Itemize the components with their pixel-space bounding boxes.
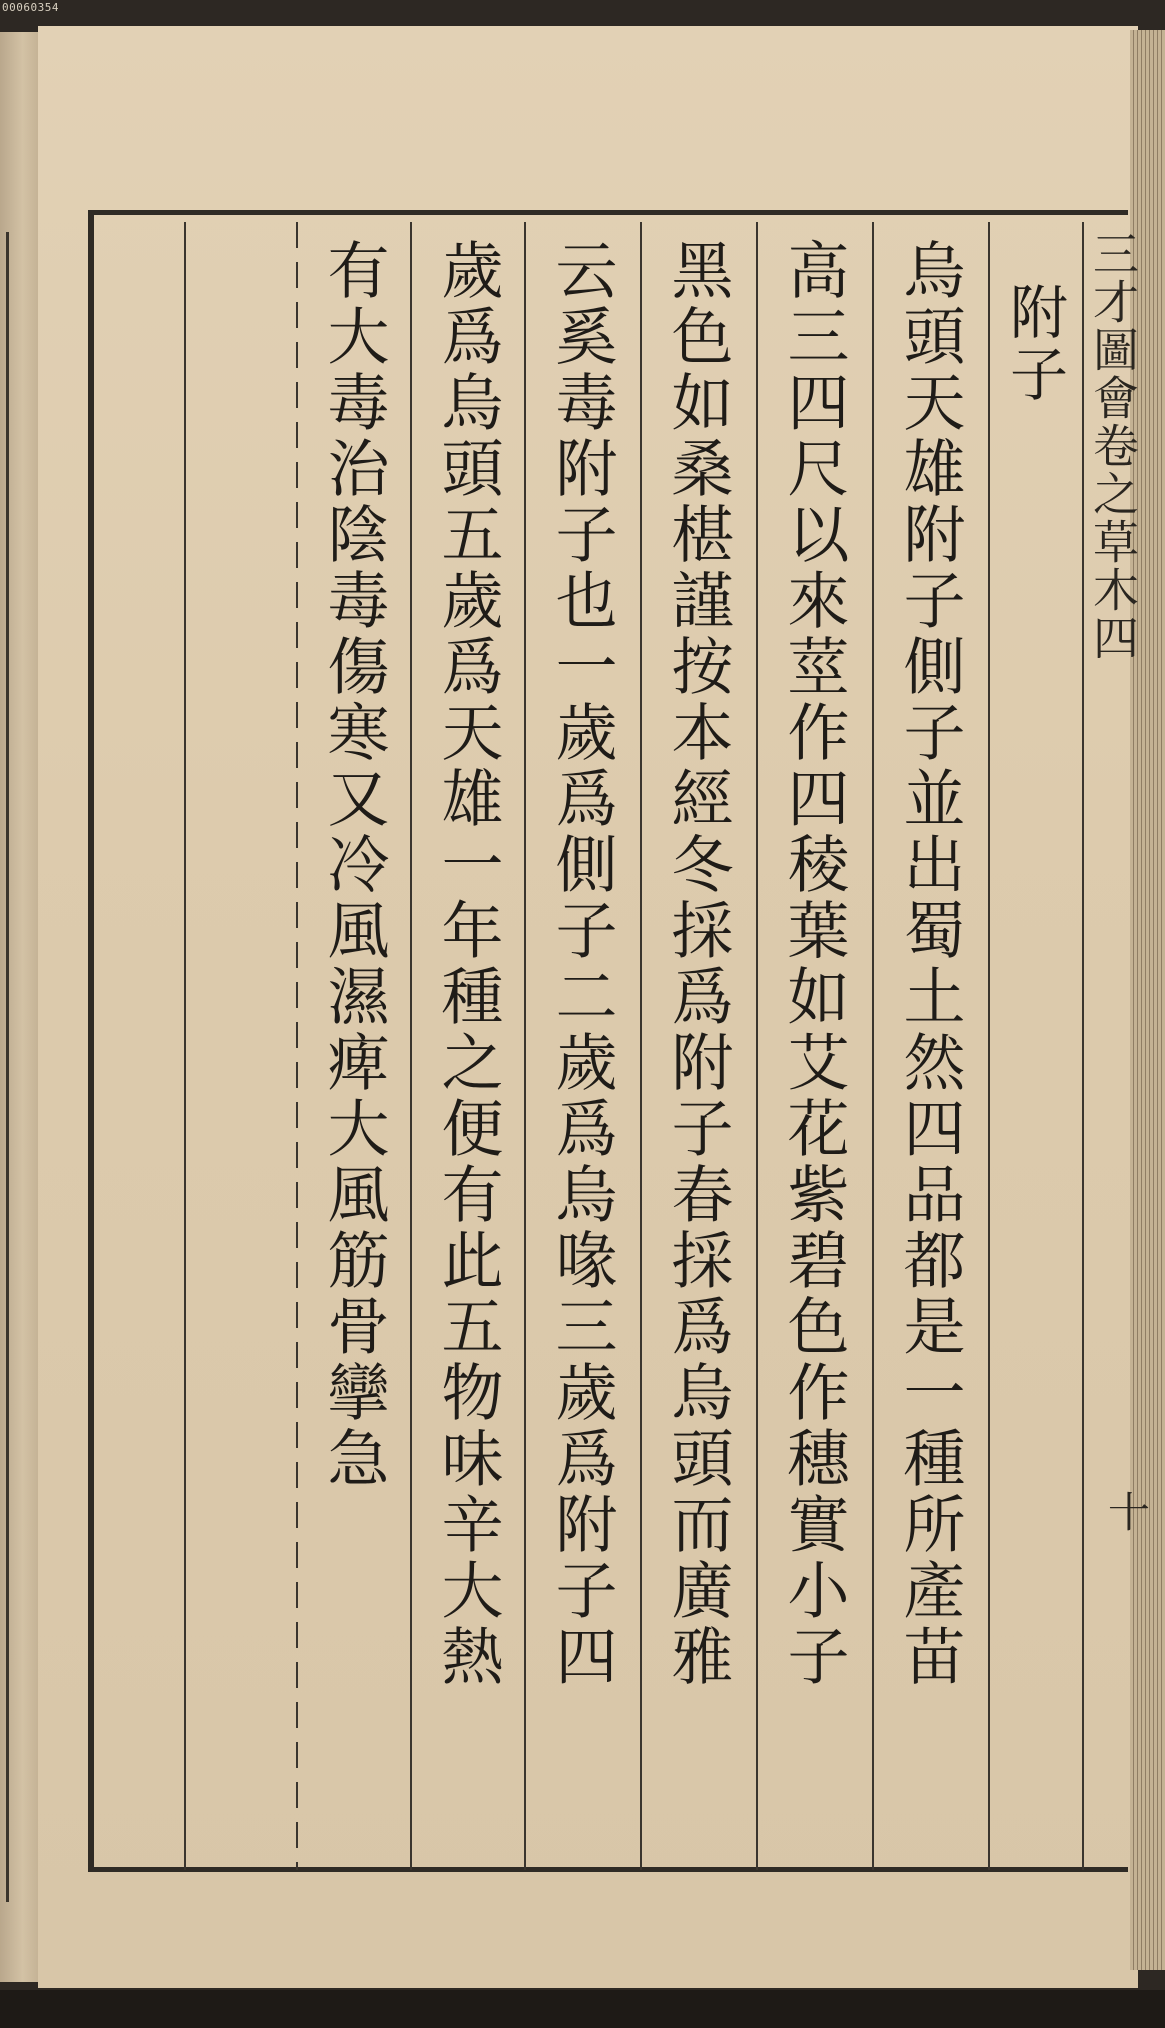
scan-bottom-edge <box>0 1990 1165 2028</box>
margin-page-number: 十 <box>1102 1490 1151 1532</box>
column-rule <box>410 222 412 1870</box>
text-column-2: 高三四尺以來莖作四稜葉如艾花紫碧色作穗實小子 <box>777 238 850 1690</box>
adjacent-page-border <box>6 232 9 1902</box>
scan-id-label: 00060354 <box>2 1 59 14</box>
column-rule <box>524 222 526 1870</box>
column-rule <box>184 222 186 1870</box>
section-heading: 附子 <box>1000 282 1068 406</box>
text-column-3: 黑色如桑椹謹按本經冬採爲附子春採爲烏頭而廣雅 <box>661 238 734 1690</box>
column-rule <box>988 222 990 1870</box>
adjacent-page-sliver <box>0 32 40 1982</box>
text-column-4: 云奚毒附子也一歲爲側子二歲爲烏喙三歲爲附子四 <box>545 238 618 1690</box>
column-rule <box>640 222 642 1870</box>
margin-book-title: 三才圖會卷之草木四 <box>1086 230 1140 662</box>
text-column-1: 烏頭天雄附子側子並出蜀土然四品都是一種所產苗 <box>893 238 966 1690</box>
margin-rule <box>1082 222 1084 1870</box>
column-rule <box>756 222 758 1870</box>
text-column-6: 有大毒治陰毒傷寒又冷風濕痺大風筋骨攣急 <box>317 238 390 1492</box>
column-rule <box>872 222 874 1870</box>
column-rule <box>296 222 298 1870</box>
text-column-5: 歲爲烏頭五歲爲天雄一年種之便有此五物味辛大熱 <box>431 238 504 1690</box>
